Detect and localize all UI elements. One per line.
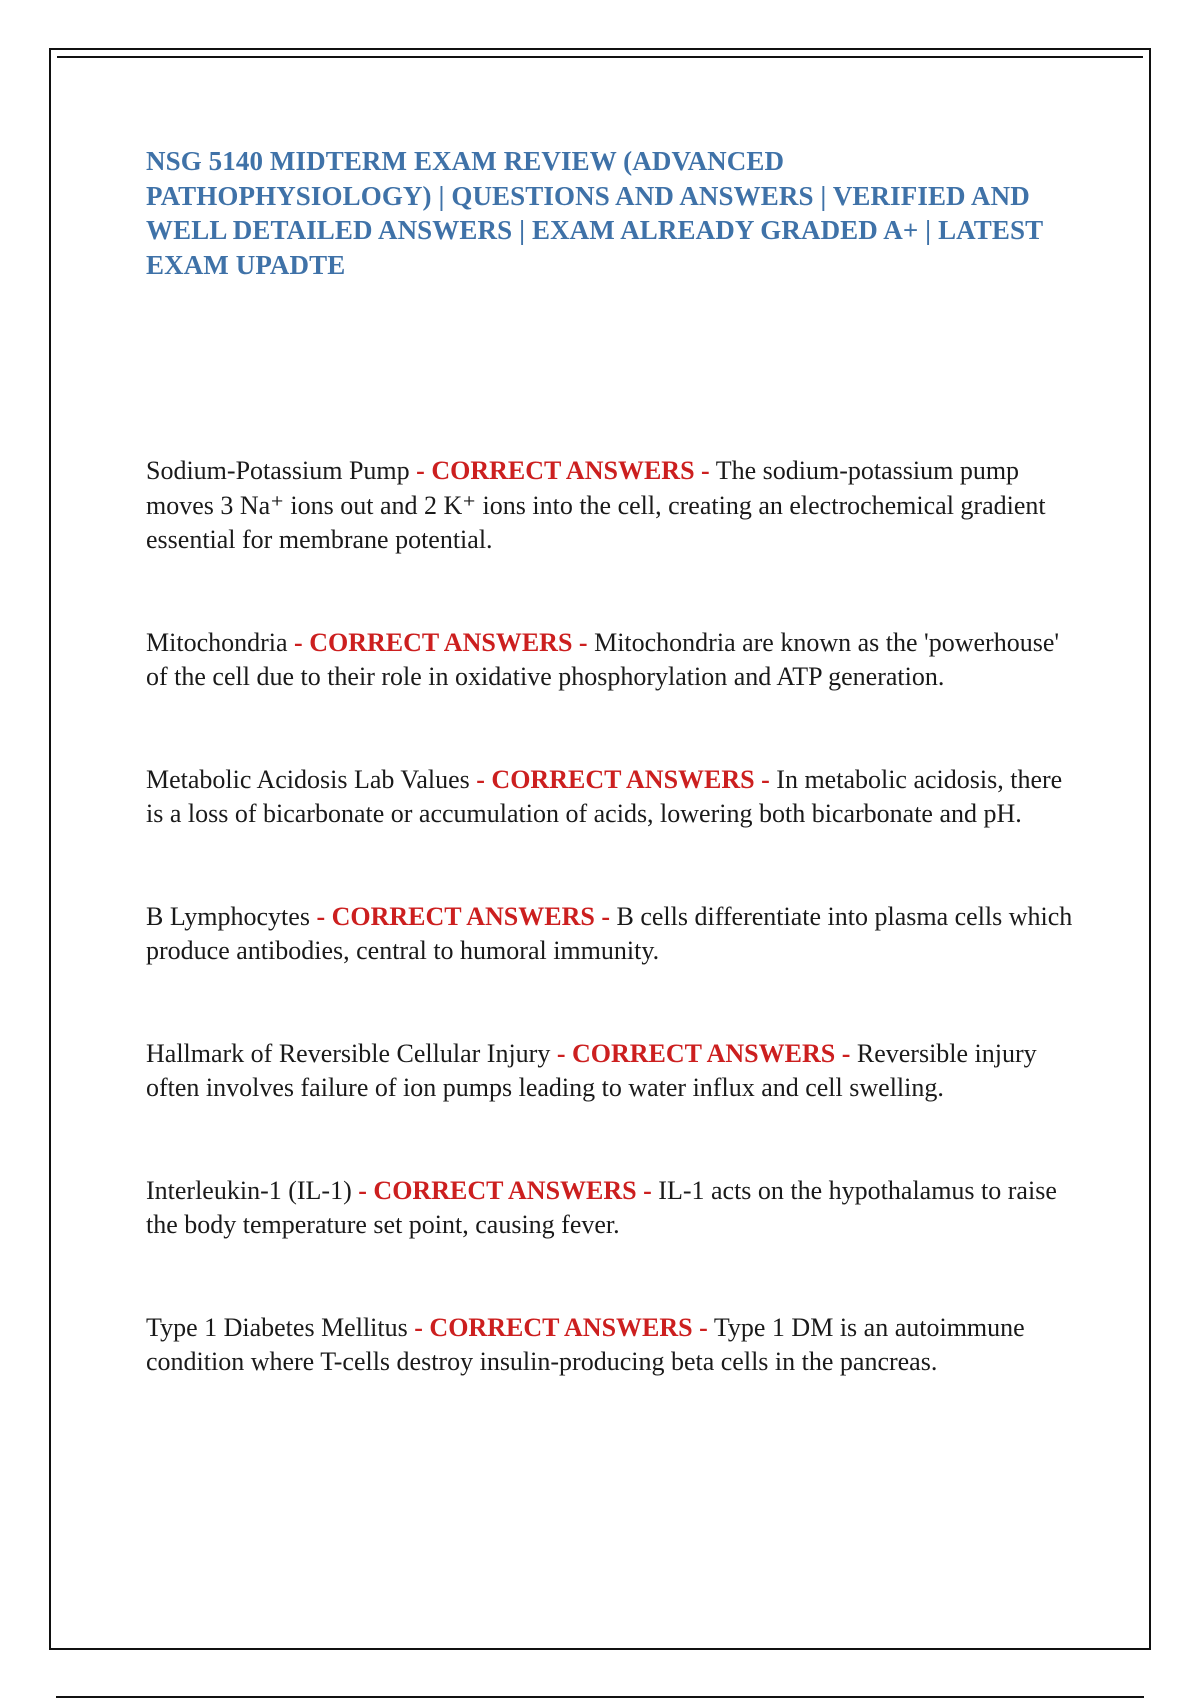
next-page-top-rule: [56, 1696, 1144, 1698]
correct-answers-label: CORRECT ANSWERS: [373, 1175, 637, 1205]
qa-separator: -: [643, 1175, 652, 1205]
correct-answers-label: CORRECT ANSWERS: [331, 901, 595, 931]
qa-separator: -: [316, 901, 326, 931]
qa-separator: -: [358, 1175, 367, 1205]
qa-term: Metabolic Acidosis Lab Values: [146, 764, 470, 794]
qa-separator: -: [701, 456, 710, 485]
qa-answer: In metabolic acidosis, there is a loss of bicarbonate or accumulation of acids, lowering both bicarbonate and pH.: [146, 764, 1063, 828]
qa-term: Interleukin-1 (IL-1): [146, 1175, 352, 1205]
qa-item-reversible-cellular-injury: [146, 1037, 1086, 1106]
document-title: NSG 5140 MIDTERM EXAM REVIEW (ADVANCED PATHOPHYSIOLOGY) | QUESTIONS AND ANSWERS | VERIFIED AND WELL DETAILED ANSWERS | EXAM ALREADY GRADED A+ | LATEST EXAM UPADTE: [146, 146, 1043, 280]
qa-item-interleukin-1: [146, 1174, 1086, 1243]
qa-separator: -: [414, 1312, 423, 1342]
correct-answers-label: CORRECT ANSWERS: [491, 764, 755, 794]
qa-separator: -: [699, 1312, 708, 1342]
qa-separator: -: [416, 456, 425, 485]
qa-term: Type 1 Diabetes Mellitus: [146, 1312, 408, 1342]
qa-item-b-lymphocytes: [146, 900, 1086, 969]
qa-term: B Lymphocytes: [146, 901, 310, 931]
correct-answers-label: CORRECT ANSWERS: [572, 1038, 836, 1068]
qa-separator: -: [601, 901, 610, 931]
qa-list: [146, 454, 1086, 1448]
qa-item-type-1-diabetes: [146, 1311, 1086, 1380]
qa-term: Sodium-Potassium Pump: [146, 456, 410, 485]
qa-separator: -: [761, 764, 770, 794]
qa-answer: Mitochondria are known as the 'powerhouse' of the cell due to their role in oxidative phosphorylation and ATP generation.: [146, 627, 1060, 691]
correct-answers-label: CORRECT ANSWERS: [429, 1312, 693, 1342]
correct-answers-label: CORRECT ANSWERS: [431, 456, 695, 485]
qa-separator: -: [294, 627, 303, 657]
inner-top-rule: [57, 56, 1143, 58]
qa-term: Mitochondria: [146, 627, 288, 657]
qa-answer: IL-1 acts on the hypothalamus to raise the body temperature set point, causing fever.: [146, 1175, 1057, 1239]
qa-separator: -: [578, 627, 588, 657]
qa-separator: -: [556, 1038, 566, 1068]
qa-separator: -: [476, 764, 485, 794]
qa-answer: B cells differentiate into plasma cells which produce antibodies, central to humoral immunity.: [146, 901, 1073, 965]
qa-answer: Type 1 DM is an autoimmune condition where T-cells destroy insulin-producing beta cells in the pancreas.: [146, 1312, 1025, 1376]
qa-item-metabolic-acidosis: [146, 763, 1086, 832]
qa-item-sodium-potassium-pump: [146, 454, 1086, 558]
correct-answers-label: CORRECT ANSWERS: [309, 627, 573, 657]
qa-answer: Reversible injury often involves failure of ion pumps leading to water influx and cell swelling.: [146, 1038, 1037, 1102]
page-border-frame: [49, 48, 1151, 1650]
qa-term: Hallmark of Reversible Cellular Injury: [146, 1038, 551, 1068]
qa-item-mitochondria: [146, 626, 1086, 695]
qa-answer: The sodium-potassium pump moves 3 Na⁺ ions out and 2 K⁺ ions into the cell, creating an electrochemical gradient essential for membrane potential.: [146, 456, 1046, 554]
qa-separator: -: [841, 1038, 851, 1068]
